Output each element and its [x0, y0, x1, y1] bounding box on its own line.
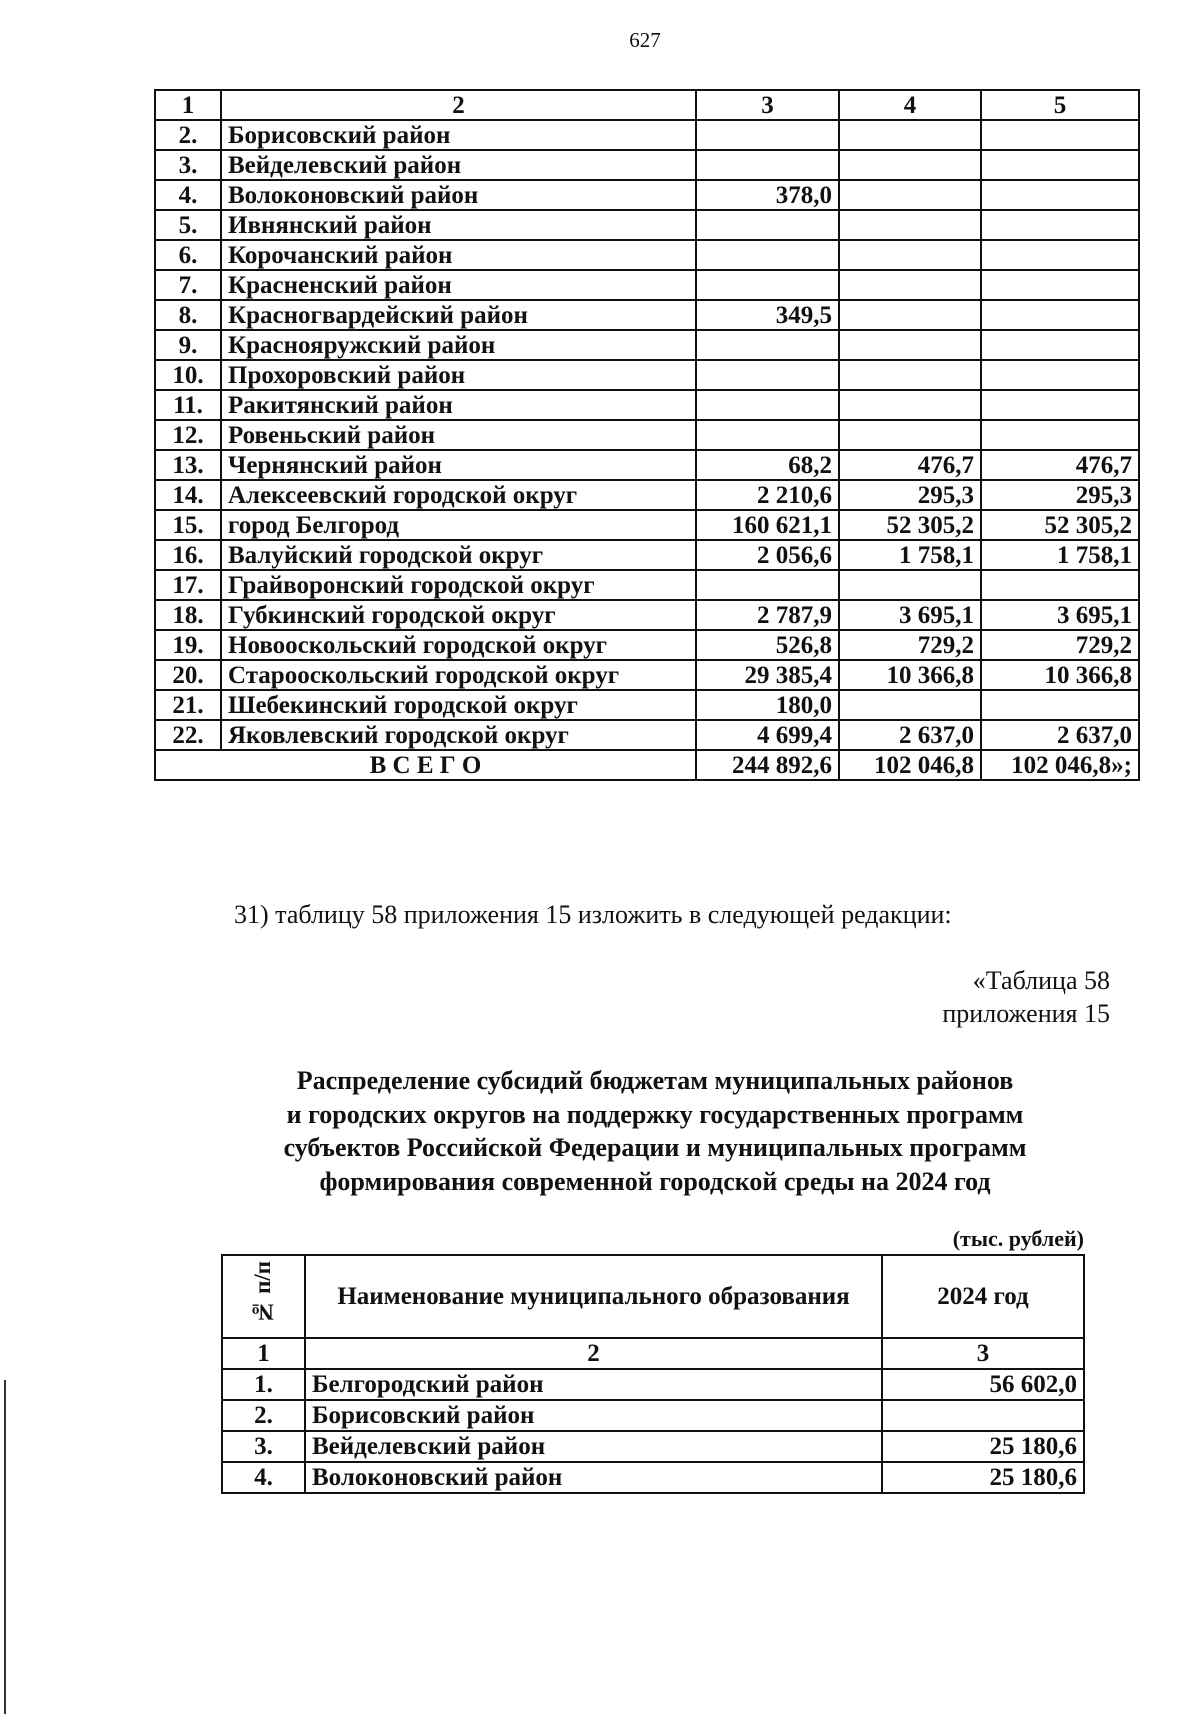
table-row	[155, 690, 1139, 720]
table-row	[155, 360, 1139, 390]
municipality-name: Красненский район	[221, 270, 696, 300]
table-row	[155, 270, 1139, 300]
value-col3: 68,2	[696, 450, 839, 480]
column-number: 3	[696, 90, 839, 120]
value-col5	[981, 390, 1139, 420]
value-col3	[696, 210, 839, 240]
table-row	[155, 660, 1139, 690]
table-title	[150, 1064, 1160, 1198]
value-col4	[839, 120, 981, 150]
municipality-name: Волоконовский район	[305, 1462, 882, 1493]
value-col3: 2 210,6	[696, 480, 839, 510]
value-col4: 10 366,8	[839, 660, 981, 690]
value-col5	[981, 270, 1139, 300]
value-col4	[839, 690, 981, 720]
table-row	[155, 630, 1139, 660]
value-col3: 378,0	[696, 180, 839, 210]
value-col5	[981, 300, 1139, 330]
table-caption	[942, 964, 1110, 1030]
row-number: 2.	[222, 1400, 305, 1431]
column-number: 3	[882, 1338, 1084, 1369]
value-col3	[696, 330, 839, 360]
scan-edge-artifact	[4, 1380, 6, 1714]
value-col4: 476,7	[839, 450, 981, 480]
table-row	[155, 720, 1139, 750]
municipality-name: Старооскольский городской округ	[221, 660, 696, 690]
row-number: 9.	[155, 330, 221, 360]
value-col5	[981, 180, 1139, 210]
value-col4: 295,3	[839, 480, 981, 510]
header-row	[222, 1255, 1084, 1338]
value-2024: 25 180,6	[882, 1462, 1084, 1493]
table-row	[155, 180, 1139, 210]
column-number: 4	[839, 90, 981, 120]
table-caption-line: приложения 15	[942, 999, 1110, 1028]
row-number: 16.	[155, 540, 221, 570]
value-2024: 25 180,6	[882, 1431, 1084, 1462]
value-col4	[839, 330, 981, 360]
row-number: 3.	[222, 1431, 305, 1462]
row-number: 15.	[155, 510, 221, 540]
table-row	[222, 1369, 1084, 1400]
row-number: 1.	[222, 1369, 305, 1400]
value-col3	[696, 570, 839, 600]
page-number: 627	[629, 28, 661, 52]
value-col3: 180,0	[696, 690, 839, 720]
title-line: Распределение субсидий бюджетам муниципальных районов	[296, 1066, 1014, 1095]
table-row	[155, 420, 1139, 450]
municipality-name: Валуйский городской округ	[221, 540, 696, 570]
table-row	[155, 300, 1139, 330]
table-row	[155, 480, 1139, 510]
column-number: 2	[221, 90, 696, 120]
value-col4	[839, 210, 981, 240]
table-row	[155, 570, 1139, 600]
value-col5: 2 637,0	[981, 720, 1139, 750]
value-col3	[696, 420, 839, 450]
table-row	[155, 120, 1139, 150]
value-col3: 160 621,1	[696, 510, 839, 540]
value-col4	[839, 390, 981, 420]
municipality-name: Белгородский район	[305, 1369, 882, 1400]
value-col5: 3 695,1	[981, 600, 1139, 630]
value-col3	[696, 390, 839, 420]
value-col4: 729,2	[839, 630, 981, 660]
title-line: субъектов Российской Федерации и муниципальных программ	[283, 1133, 1027, 1162]
municipality-name: город Белгород	[221, 510, 696, 540]
row-number: 4.	[155, 180, 221, 210]
units-label: (тыс. рублей)	[952, 1226, 1084, 1251]
municipality-name: Яковлевский городской округ	[221, 720, 696, 750]
value-col5: 295,3	[981, 480, 1139, 510]
header-year: 2024 год	[882, 1255, 1084, 1338]
municipality-name: Ракитянский район	[221, 390, 696, 420]
value-col5: 52 305,2	[981, 510, 1139, 540]
value-col5	[981, 240, 1139, 270]
value-2024: 56 602,0	[882, 1369, 1084, 1400]
table-row	[155, 510, 1139, 540]
value-col4	[839, 180, 981, 210]
column-number-row	[155, 90, 1139, 120]
row-number: 18.	[155, 600, 221, 630]
row-number: 17.	[155, 570, 221, 600]
municipality-name: Вейделевский район	[221, 150, 696, 180]
row-number: 11.	[155, 390, 221, 420]
table-row	[155, 240, 1139, 270]
municipality-name: Прохоровский район	[221, 360, 696, 390]
row-number: 20.	[155, 660, 221, 690]
value-col4	[839, 570, 981, 600]
column-number-row	[222, 1338, 1084, 1369]
municipality-name: Волоконовский район	[221, 180, 696, 210]
header-name: Наименование муниципального образования	[305, 1255, 882, 1338]
value-col4: 52 305,2	[839, 510, 981, 540]
municipality-name: Краснояружский район	[221, 330, 696, 360]
municipality-name: Новооскольский городской округ	[221, 630, 696, 660]
table-row	[155, 540, 1139, 570]
municipality-name: Борисовский район	[305, 1400, 882, 1431]
row-number: 3.	[155, 150, 221, 180]
municipality-name: Вейделевский район	[305, 1431, 882, 1462]
row-number: 5.	[155, 210, 221, 240]
value-col5	[981, 150, 1139, 180]
subsidy-table-continued	[154, 89, 1140, 781]
total-label: В С Е Г О	[155, 750, 696, 780]
row-number: 6.	[155, 240, 221, 270]
value-col3: 349,5	[696, 300, 839, 330]
value-col5	[981, 210, 1139, 240]
value-col5	[981, 690, 1139, 720]
row-number: 10.	[155, 360, 221, 390]
column-number: 2	[305, 1338, 882, 1369]
value-col5: 729,2	[981, 630, 1139, 660]
value-col4: 3 695,1	[839, 600, 981, 630]
title-line: формирования современной городской среды на 2024 год	[319, 1166, 991, 1196]
value-col3: 2 056,6	[696, 540, 839, 570]
value-col4	[839, 360, 981, 390]
table-row	[155, 330, 1139, 360]
municipality-name: Красногвардейский район	[221, 300, 696, 330]
value-col5: 10 366,8	[981, 660, 1139, 690]
value-2024	[882, 1400, 1084, 1431]
municipality-name: Алексеевский городской округ	[221, 480, 696, 510]
value-col5	[981, 570, 1139, 600]
value-col3	[696, 240, 839, 270]
value-col5	[981, 360, 1139, 390]
table-row	[155, 600, 1139, 630]
value-col3	[696, 270, 839, 300]
value-col5: 1 758,1	[981, 540, 1139, 570]
municipality-name: Борисовский район	[221, 120, 696, 150]
total-c4: 102 046,8	[839, 750, 981, 780]
value-col4	[839, 240, 981, 270]
value-col5: 476,7	[981, 450, 1139, 480]
table-row	[222, 1400, 1084, 1431]
value-col4: 1 758,1	[839, 540, 981, 570]
column-number: 5	[981, 90, 1139, 120]
row-number: 8.	[155, 300, 221, 330]
value-col3: 526,8	[696, 630, 839, 660]
table-row	[155, 210, 1139, 240]
municipality-name: Ровеньский район	[221, 420, 696, 450]
municipality-name: Губкинский городской округ	[221, 600, 696, 630]
value-col3: 2 787,9	[696, 600, 839, 630]
value-col4	[839, 150, 981, 180]
value-col4: 2 637,0	[839, 720, 981, 750]
row-number: 4.	[222, 1462, 305, 1493]
table-row	[222, 1462, 1084, 1493]
value-col5	[981, 330, 1139, 360]
row-number: 22.	[155, 720, 221, 750]
row-number: 19.	[155, 630, 221, 660]
municipality-name: Шебекинский городской округ	[221, 690, 696, 720]
value-col5	[981, 120, 1139, 150]
value-col4	[839, 300, 981, 330]
row-number: 13.	[155, 450, 221, 480]
value-col5	[981, 420, 1139, 450]
amendment-instruction: 31) таблицу 58 приложения 15 изложить в следующей редакции:	[234, 900, 952, 929]
row-number: 7.	[155, 270, 221, 300]
total-row	[155, 750, 1139, 780]
municipality-name: Грайворонский городской округ	[221, 570, 696, 600]
total-c5: 102 046,8»;	[981, 750, 1139, 780]
table-row	[155, 390, 1139, 420]
value-col3	[696, 360, 839, 390]
total-c3: 244 892,6	[696, 750, 839, 780]
row-number: 12.	[155, 420, 221, 450]
value-col3	[696, 120, 839, 150]
table-row	[155, 450, 1139, 480]
row-number: 21.	[155, 690, 221, 720]
table-caption-line: «Таблица 58	[972, 966, 1110, 995]
value-col4	[839, 420, 981, 450]
value-col4	[839, 270, 981, 300]
subsidy-table-58	[221, 1254, 1085, 1494]
title-line: и городских округов на поддержку государственных программ	[286, 1099, 1024, 1129]
header-number: № п/п	[250, 1260, 276, 1325]
column-number: 1	[222, 1338, 305, 1369]
table-row	[155, 150, 1139, 180]
table-row	[222, 1431, 1084, 1462]
municipality-name: Чернянский район	[221, 450, 696, 480]
column-number: 1	[155, 90, 221, 120]
row-number: 14.	[155, 480, 221, 510]
value-col3: 4 699,4	[696, 720, 839, 750]
row-number: 2.	[155, 120, 221, 150]
municipality-name: Ивнянский район	[221, 210, 696, 240]
value-col3	[696, 150, 839, 180]
municipality-name: Корочанский район	[221, 240, 696, 270]
value-col3: 29 385,4	[696, 660, 839, 690]
